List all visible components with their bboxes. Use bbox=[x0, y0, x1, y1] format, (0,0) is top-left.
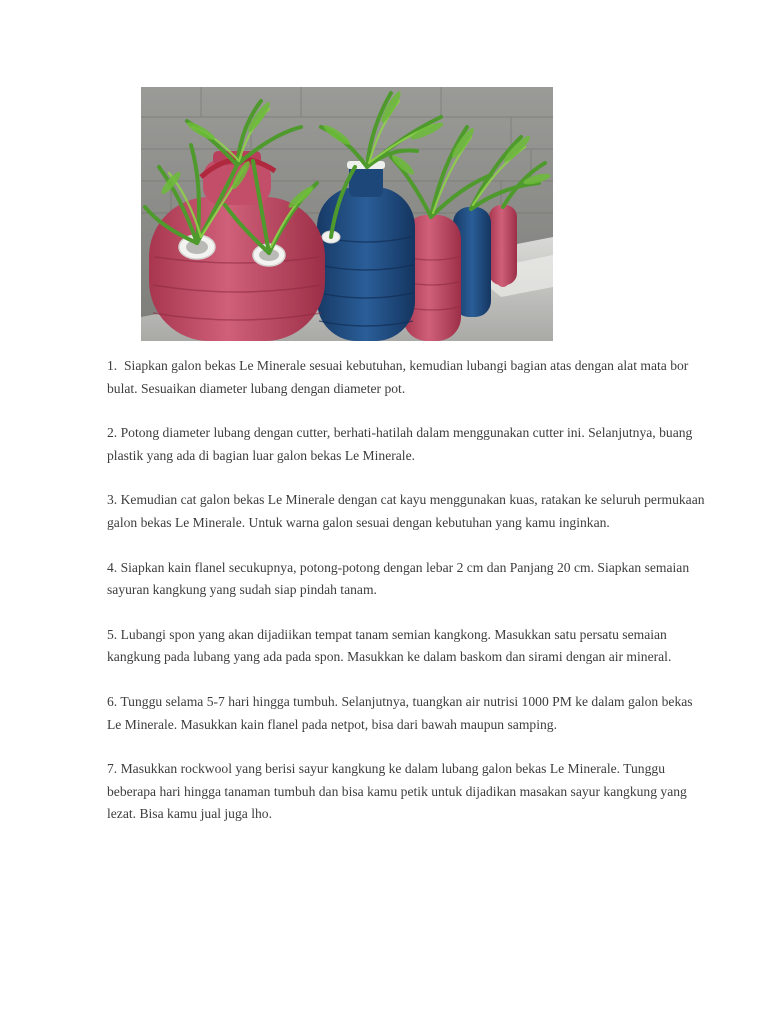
gallon-far-pink bbox=[489, 205, 517, 287]
step-2: 2. Potong diameter lubang dengan cutter, berhati-hatilah dalam menggunakan cutter ini. Selanjutnya, buang plastik yang ada di bagian luar galon bekas Le Minerale. bbox=[107, 425, 696, 463]
instruction-steps bbox=[107, 355, 707, 848]
step-4: 4. Siapkan kain flanel secukupnya, potong-potong dengan lebar 2 cm dan Panjang 20 cm. Siapkan semaian sayuran kangkung yang sudah siap pindah tanam. bbox=[107, 559, 693, 598]
step-6: 6. Tunggu selama 5-7 hari hingga tumbuh. Selanjutnya, tuangkan air nutrisi 1000 PM ke dalam galon bekas Le Minerale. Masukkan kain flanel pada netpot, bisa dari bawah maupun samping. bbox=[107, 693, 696, 732]
step-3: 3. Kemudian cat galon bekas Le Minerale dengan cat kayu menggunakan kuas, ratakan ke seluruh permukaan galon bekas Le Minerale. Untuk warna galon sesuai dengan kebutuhan yang kamu inginkan. bbox=[107, 492, 708, 530]
gallon-planter-photo bbox=[141, 87, 553, 341]
step-1: 1. Siapkan galon bekas Le Minerale sesuai kebutuhan, kemudian lubangi bagian atas dengan alat mata bor bulat. Sesuaikan diameter lubang dengan diameter pot. bbox=[107, 358, 692, 396]
step-5: 5. Lubangi spon yang akan dijadiikan tempat tanam semian kangkong. Masukkan satu persatu semaian kangkung pada lubang yang ada pada spon. Masukkan ke dalam baskom dan sirami dengan air mineral. bbox=[107, 626, 672, 665]
step-7: 7. Masukkan rockwool yang berisi sayur kangkung ke dalam lubang galon bekas Le Minerale. Tunggu beberapa hari hingga tanaman tumbuh dan bisa kamu petik untuk dijadikan masakan sayur kangkung yang lezat. Bisa kamu jual juga lho. bbox=[107, 761, 691, 822]
gallon-planter-illustration bbox=[141, 87, 553, 341]
